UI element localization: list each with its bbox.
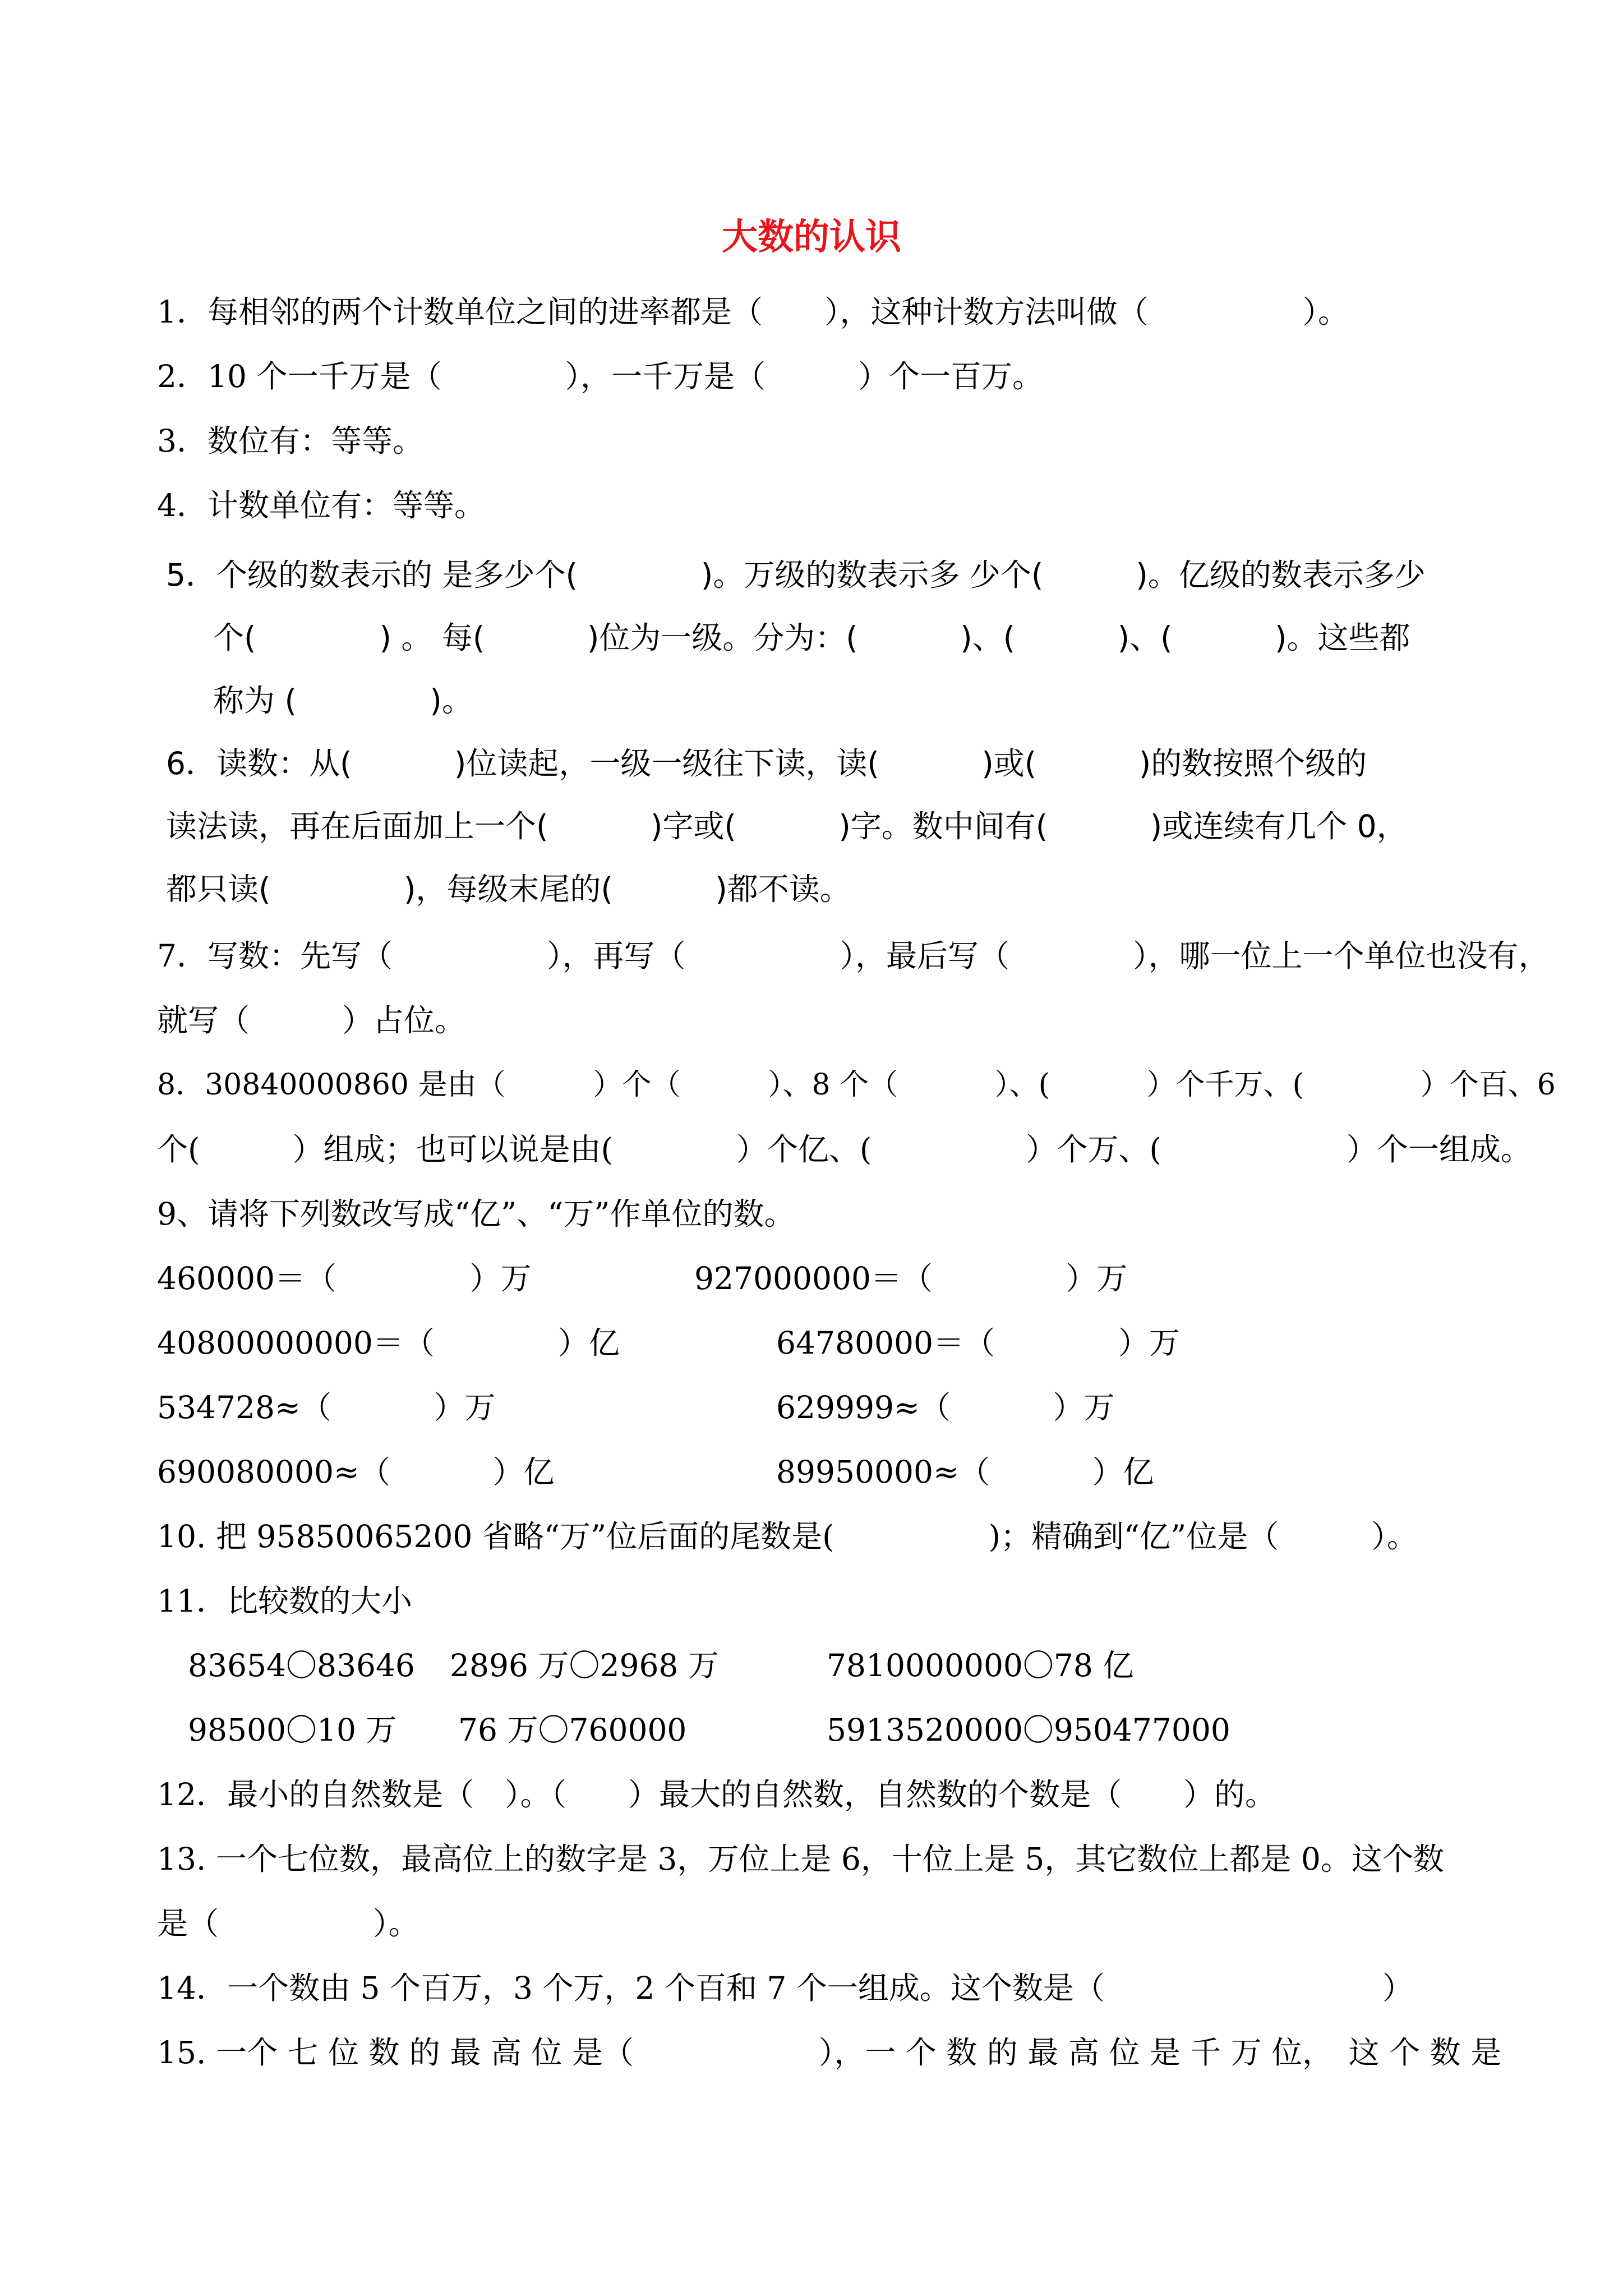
question-12: 12．最小的自然数是（ ）。（ ）最大的自然数，自然数的个数是（ ）的。 xyxy=(157,1777,1276,1812)
question-7-line-1: 7．写数：先写（ ），再写（ ），最后写（ ），哪一位上一个单位也没有， xyxy=(157,938,1550,974)
question-11: 11．比较数的大小 xyxy=(157,1583,412,1619)
q9-row-4-right: 89950000≈（ ）亿 xyxy=(776,1454,1154,1490)
q9-row-2-right: 64780000＝（ ）万 xyxy=(776,1325,1180,1361)
question-7-line-2: 就写（ ）占位。 xyxy=(157,1002,466,1038)
question-8-line-1: 8．30840000860 是由（ ）个（ ）、8 个（ ）、( ）个千万、( ）个百、6 xyxy=(157,1068,1556,1102)
q9-row-1-left: 460000＝（ ）万 xyxy=(157,1260,532,1296)
q9-row-3-left: 534728≈（ ）万 xyxy=(157,1389,496,1425)
q11-row-2-col-2: 76 万〇760000 xyxy=(458,1712,687,1748)
question-13-line-1: 13. 一个七位数，最高位上的数字是 3，万位上是 6，十位上是 5，其它数位上都是 0。这个数 xyxy=(157,1841,1444,1877)
page-title: 大数的认识 xyxy=(722,216,901,258)
q9-row-4-left: 690080000≈（ ）亿 xyxy=(157,1454,555,1490)
question-6-line-1: 6．读数：从( )位读起，一级一级往下读，读( )或( )的数按照个级的 xyxy=(166,746,1367,781)
q9-row-1-right: 927000000＝（ ）万 xyxy=(694,1260,1128,1296)
question-8-line-2: 个( ）组成；也可以说是由( ）个亿、( ）个万、( ）个一组成。 xyxy=(157,1131,1532,1167)
question-6-line-2: 读法读，再在后面加上一个( )字或( )字。数中间有( )或连续有几个 0， xyxy=(166,808,1408,844)
question-6-line-3: 都只读( )，每级末尾的( )都不读。 xyxy=(166,871,851,907)
question-5-line-2: 个( ) 。 每( )位为一级。分为：( )、( )、( )。这些都 xyxy=(213,620,1410,656)
q11-row-1-col-2: 2896 万〇2968 万 xyxy=(450,1648,719,1683)
question-4: 4．计数单位有：等等。 xyxy=(157,487,485,523)
question-13-line-2: 是（ ）。 xyxy=(157,1906,419,1941)
question-1: 1．每相邻的两个计数单位之间的进率都是（ ），这种计数方法叫做（ ）。 xyxy=(157,294,1349,330)
question-10: 10. 把 95850065200 省略“万”位后面的尾数是( )；精确到“亿”位是（ ）。 xyxy=(157,1519,1418,1554)
q11-row-2-col-3: 5913520000〇950477000 xyxy=(827,1712,1230,1748)
question-3: 3．数位有：等等。 xyxy=(157,423,423,459)
q9-row-2-left: 40800000000＝（ ）亿 xyxy=(157,1325,620,1361)
question-9: 9、请将下列数改写成“亿”、“万”作单位的数。 xyxy=(157,1196,795,1232)
q11-row-1-col-3: 7810000000〇78 亿 xyxy=(827,1648,1134,1683)
question-5-line-1: 5．个级的数表示的 是多少个( )。万级的数表示多 少个( )。亿级的数表示多少 xyxy=(166,557,1426,593)
q11-row-1-col-1: 83654〇83646 xyxy=(188,1648,415,1683)
question-2: 2．10 个一千万是（ ），一千万是（ ）个一百万。 xyxy=(157,358,1043,394)
question-5-line-3: 称为 ( )。 xyxy=(213,683,473,719)
question-15: 15. 一个 七 位 数 的 最 高 位 是（ ），一 个 数 的 最 高 位 是 千 万 位， 这 个 数 是 xyxy=(157,2035,1502,2070)
question-14: 14．一个数由 5 个百万，3 个万，2 个百和 7 个一组成。这个数是（ ） xyxy=(157,1970,1413,2006)
q9-row-3-right: 629999≈（ ）万 xyxy=(776,1389,1115,1425)
q11-row-2-col-1: 98500〇10 万 xyxy=(188,1712,397,1748)
